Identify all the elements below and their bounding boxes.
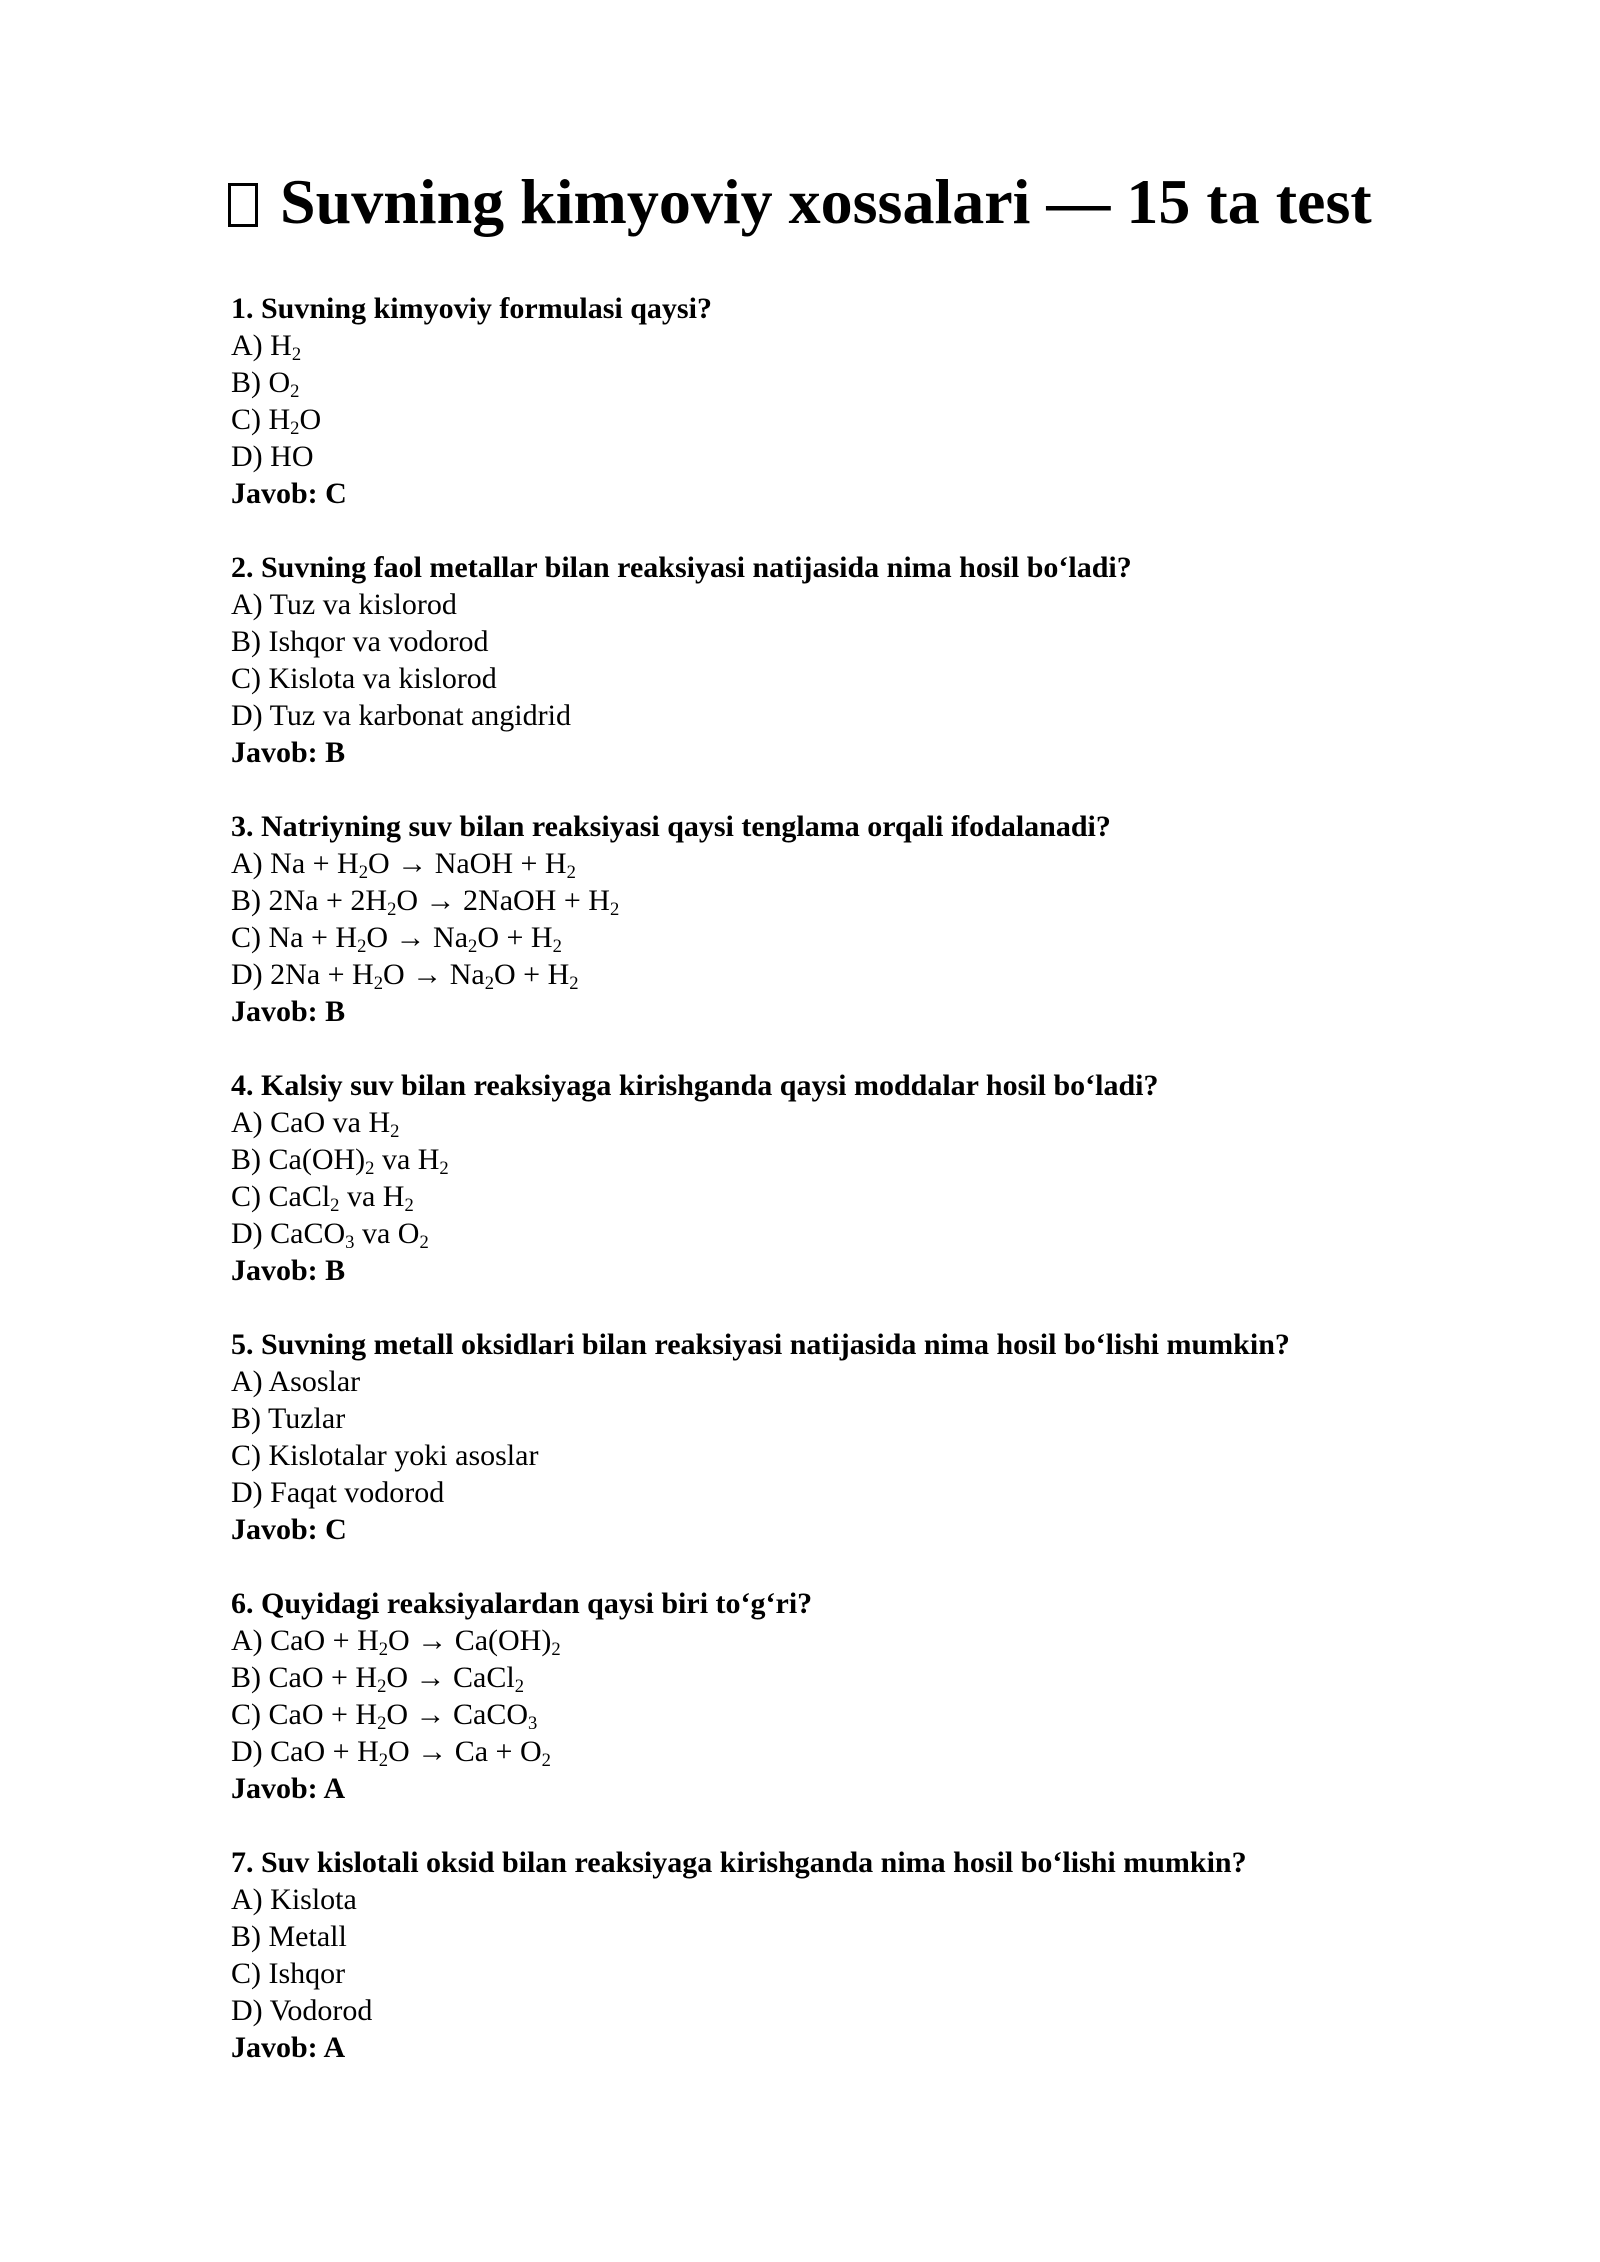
answer-option: [231, 1437, 1460, 1474]
question-number: 2.: [231, 551, 254, 584]
question-title: [231, 1326, 1460, 1363]
option-text: HO: [270, 440, 314, 473]
answer-option: [231, 1400, 1460, 1437]
option-text: $O_2$: [268, 366, 300, 403]
answer-option: [231, 660, 1460, 697]
option-text: CaCl$_2$ va $H_2$: [268, 1180, 414, 1217]
question-block: [231, 1585, 1460, 1807]
answer-option: [231, 438, 1460, 475]
question-number: 3.: [231, 810, 254, 843]
option-text: Tuz va kislorod: [269, 588, 457, 621]
option-text: $H_2O$: [268, 403, 322, 440]
question-title: [231, 1585, 1460, 1622]
question-number: 6.: [231, 1587, 254, 1620]
option-label: B): [231, 625, 261, 658]
option-label: D): [231, 699, 263, 732]
option-text: CaO + $H_2O \to Ca(OH)_2$: [270, 1624, 561, 1661]
option-label: D): [231, 440, 263, 473]
question-list: [231, 290, 1460, 2066]
option-text: Kislota va kislorod: [268, 662, 497, 695]
answer-option: [231, 586, 1460, 623]
answer-option: [231, 1696, 1460, 1733]
question-text: Kalsiy suv bilan reaksiyaga kirishganda qaysi moddalar hosil bo‘ladi?: [261, 1069, 1159, 1102]
option-text: CaO + $H_2O \to Ca + O_2$: [270, 1735, 551, 1772]
option-label: D): [231, 1476, 263, 1509]
option-text: CaO + $H_2O$ → CaCl$_2$: [268, 1661, 525, 1698]
answer-option: [231, 845, 1460, 882]
option-text: Tuz va karbonat angidrid: [269, 699, 571, 732]
option-text: Kislota: [270, 1883, 357, 1916]
correct-answer: Javob: A: [231, 1772, 346, 1805]
question-text: Suvning metall oksidlari bilan reaksiyasi natijasida nima hosil bo‘lishi mumkin?: [261, 1328, 1290, 1361]
question-text: Suv kislotali oksid bilan reaksiyaga kirishganda nima hosil bo‘lishi mumkin?: [261, 1846, 1247, 1879]
answer-option: [231, 882, 1460, 919]
answer-option: [231, 1881, 1460, 1918]
correct-answer: Javob: A: [231, 2031, 346, 2064]
question-number: 1.: [231, 292, 254, 325]
option-text: Kislotalar yoki asoslar: [268, 1439, 539, 1472]
answer-option: [231, 1918, 1460, 1955]
question-title: [231, 549, 1460, 586]
option-label: D): [231, 1735, 263, 1768]
answer-option: [231, 919, 1460, 956]
question-block: [231, 1067, 1460, 1289]
option-label: D): [231, 1217, 263, 1250]
question-block: [231, 1326, 1460, 1548]
question-number: 4.: [231, 1069, 254, 1102]
option-label: C): [231, 1957, 261, 1990]
option-label: D): [231, 958, 263, 991]
option-label: C): [231, 921, 261, 954]
option-text: $Na + H_2O \to Na_2O + H_2$: [268, 921, 562, 958]
correct-answer: Javob: B: [231, 1254, 346, 1287]
option-text: Faqat vodorod: [270, 1476, 445, 1509]
question-title: [231, 1067, 1460, 1104]
option-label: C): [231, 662, 261, 695]
option-text: Vodorod: [269, 1994, 373, 2027]
option-label: B): [231, 884, 261, 917]
option-label: B): [231, 1920, 261, 1953]
option-text: Ishqor: [268, 1957, 346, 1990]
missing-glyph-icon: [228, 183, 258, 227]
answer-option: [231, 1659, 1460, 1696]
correct-answer: Javob: B: [231, 736, 346, 769]
question-block: [231, 808, 1460, 1030]
answer-option: [231, 1215, 1460, 1252]
option-text: $Na + H_2O$ → NaOH + $H_2$: [270, 847, 576, 884]
option-label: A): [231, 588, 263, 621]
option-text: CaO + $H_2O$ → CaCO$_3$: [268, 1698, 538, 1735]
option-label: A): [231, 1365, 263, 1398]
option-label: A): [231, 1624, 263, 1657]
question-title: [231, 808, 1460, 845]
question-title: [231, 1844, 1460, 1881]
answer-option: [231, 697, 1460, 734]
option-text: $H_2$: [270, 329, 302, 366]
page-title: [228, 158, 1460, 246]
option-label: C): [231, 1180, 261, 1213]
option-text: Asoslar: [268, 1365, 361, 1398]
option-text: Metall: [268, 1920, 347, 1953]
question-text: Natriyning suv bilan reaksiyasi qaysi tenglama orqali ifodalanadi?: [261, 810, 1111, 843]
answer-option: [231, 1178, 1460, 1215]
answer-option: [231, 327, 1460, 364]
option-text: $2Na + 2H_2O$ → 2NaOH + $H_2$: [268, 884, 620, 921]
option-label: A): [231, 329, 263, 362]
option-text: CaCO$_3$ va $O_2$: [270, 1217, 429, 1254]
question-text: Suvning faol metallar bilan reaksiyasi natijasida nima hosil bo‘ladi?: [261, 551, 1132, 584]
answer-option: [231, 1104, 1460, 1141]
option-text: $Ca(OH)_2$ va $H_2$: [268, 1143, 449, 1180]
answer-option: [231, 1141, 1460, 1178]
option-label: B): [231, 1143, 261, 1176]
question-text: Quyidagi reaksiyalardan qaysi biri to‘g‘ri?: [261, 1587, 813, 1620]
question-text: Suvning kimyoviy formulasi qaysi?: [261, 292, 712, 325]
answer-option: [231, 623, 1460, 660]
answer-option: [231, 956, 1460, 993]
answer-option: [231, 401, 1460, 438]
option-label: A): [231, 1883, 263, 1916]
option-label: D): [231, 1994, 263, 2027]
option-label: C): [231, 1439, 261, 1472]
option-label: B): [231, 1661, 261, 1694]
correct-answer: Javob: B: [231, 995, 346, 1028]
option-label: C): [231, 403, 261, 436]
option-label: B): [231, 366, 261, 399]
question-block: [231, 549, 1460, 771]
answer-option: [231, 1992, 1460, 2029]
question-title: [231, 290, 1460, 327]
page-title-text: Suvning kimyoviy xossalari — 15 ta test: [280, 166, 1372, 237]
option-label: A): [231, 847, 263, 880]
answer-option: [231, 1955, 1460, 1992]
option-text: CaO va $H_2$: [270, 1106, 400, 1143]
correct-answer: Javob: C: [231, 1513, 347, 1546]
answer-option: [231, 1474, 1460, 1511]
answer-option: [231, 1733, 1460, 1770]
answer-option: [231, 364, 1460, 401]
question-number: 5.: [231, 1328, 254, 1361]
answer-option: [231, 1363, 1460, 1400]
option-text: Tuzlar: [267, 1402, 346, 1435]
option-text: $2Na + H_2O \to Na_2O + H_2$: [270, 958, 579, 995]
answer-option: [231, 1622, 1460, 1659]
option-text: Ishqor va vodorod: [268, 625, 489, 658]
option-label: A): [231, 1106, 263, 1139]
option-label: B): [231, 1402, 261, 1435]
question-number: 7.: [231, 1846, 254, 1879]
question-block: [231, 290, 1460, 512]
question-block: [231, 1844, 1460, 2066]
correct-answer: Javob: C: [231, 477, 347, 510]
option-label: C): [231, 1698, 261, 1731]
